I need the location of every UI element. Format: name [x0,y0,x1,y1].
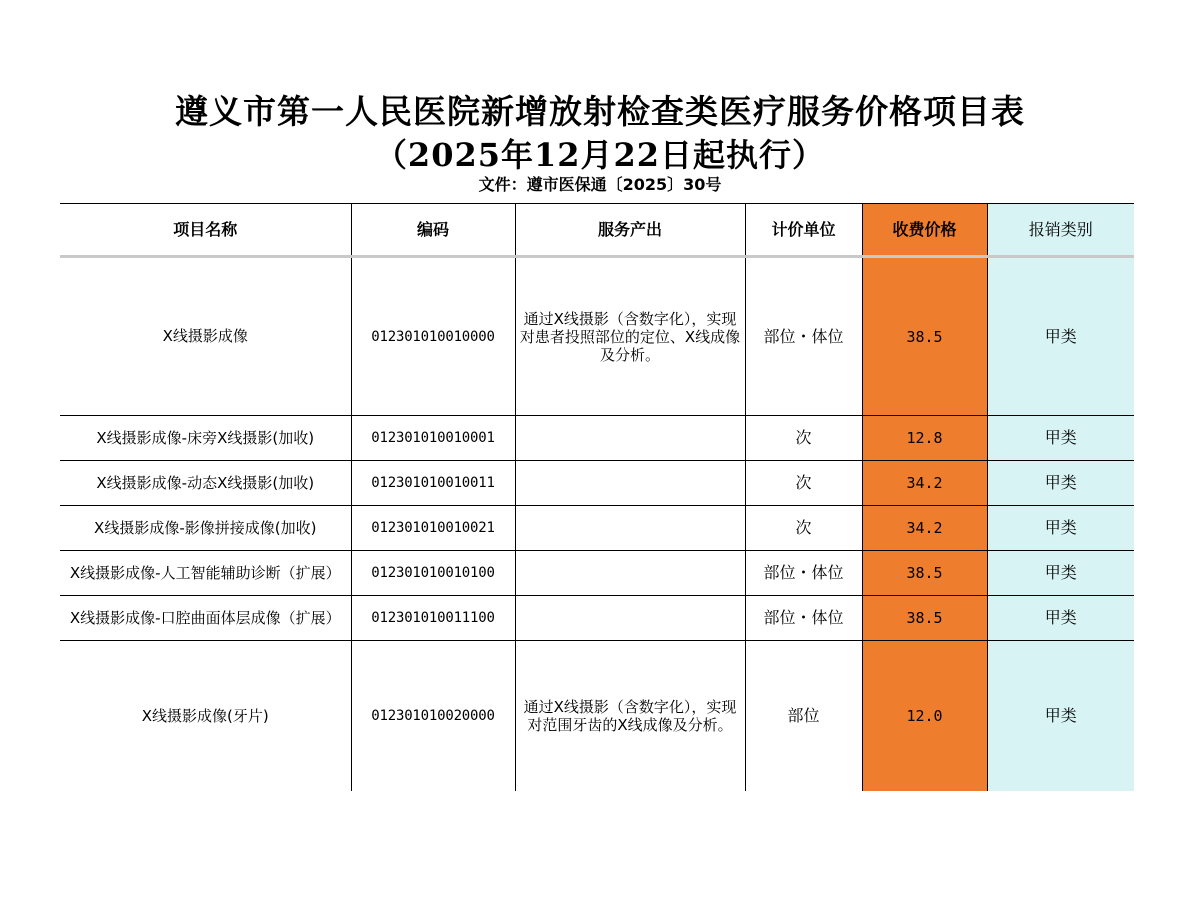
cell-price: 34.2 [862,506,987,551]
document-subtitle: （2025年12月22日起执行） [374,136,826,174]
cell-price: 34.2 [862,461,987,506]
cell-item-name: X线摄影成像(牙片) [60,641,351,792]
document-title: 遵义市第一人民医院新增放射检查类医疗服务价格项目表 [175,92,1025,131]
cell-code: 012301010010011 [351,461,515,506]
cell-pricing-unit: 次 [745,461,862,506]
cell-service-output: 通过X线摄影（含数字化），实现对范围牙齿的X线成像及分析。 [515,641,745,792]
cell-category: 甲类 [987,641,1134,792]
cell-service-output [515,596,745,641]
cell-service-output: 通过X线摄影（含数字化），实现对患者投照部位的定位、X线成像及分析。 [515,257,745,416]
document-reference: 文件：遵市医保通〔2025〕30号 [478,175,722,194]
table-header-row [60,204,1134,257]
cell-category: 甲类 [987,416,1134,461]
cell-service-output [515,461,745,506]
cell-item-name: X线摄影成像-动态X线摄影(加收) [60,461,351,506]
cell-pricing-unit: 部位 [745,641,862,792]
table-row [60,416,1134,461]
cell-code: 012301010010000 [351,257,515,416]
header-code: 编码 [351,204,515,257]
table-row [60,506,1134,551]
cell-service-output [515,506,745,551]
cell-category: 甲类 [987,257,1134,416]
header-pricing-unit: 计价单位 [745,204,862,257]
cell-pricing-unit: 次 [745,416,862,461]
table-row [60,596,1134,641]
cell-item-name: X线摄影成像-口腔曲面体层成像（扩展） [60,596,351,641]
table-row [60,641,1134,792]
cell-price: 38.5 [862,551,987,596]
cell-price: 12.0 [862,641,987,792]
cell-category: 甲类 [987,596,1134,641]
cell-code: 012301010010001 [351,416,515,461]
cell-service-output [515,551,745,596]
header-price: 收费价格 [862,204,987,257]
cell-pricing-unit: 次 [745,506,862,551]
cell-price: 38.5 [862,596,987,641]
table-row [60,257,1134,416]
header-reimbursement-category: 报销类别 [987,204,1134,257]
cell-item-name: X线摄影成像-人工智能辅助诊断（扩展） [60,551,351,596]
header-item-name: 项目名称 [60,204,351,257]
cell-price: 38.5 [862,257,987,416]
cell-code: 012301010020000 [351,641,515,792]
cell-pricing-unit: 部位・体位 [745,551,862,596]
cell-category: 甲类 [987,461,1134,506]
cell-pricing-unit: 部位・体位 [745,596,862,641]
cell-price: 12.8 [862,416,987,461]
cell-item-name: X线摄影成像 [60,257,351,416]
cell-pricing-unit: 部位・体位 [745,257,862,416]
cell-service-output [515,416,745,461]
cell-code: 012301010010021 [351,506,515,551]
table-row [60,461,1134,506]
cell-code: 012301010011100 [351,596,515,641]
cell-category: 甲类 [987,506,1134,551]
cell-category: 甲类 [987,551,1134,596]
cell-item-name: X线摄影成像-影像拼接成像(加收) [60,506,351,551]
table-row [60,551,1134,596]
cell-item-name: X线摄影成像-床旁X线摄影(加收) [60,416,351,461]
cell-code: 012301010010100 [351,551,515,596]
header-service-output: 服务产出 [515,204,745,257]
price-table [60,203,1134,791]
